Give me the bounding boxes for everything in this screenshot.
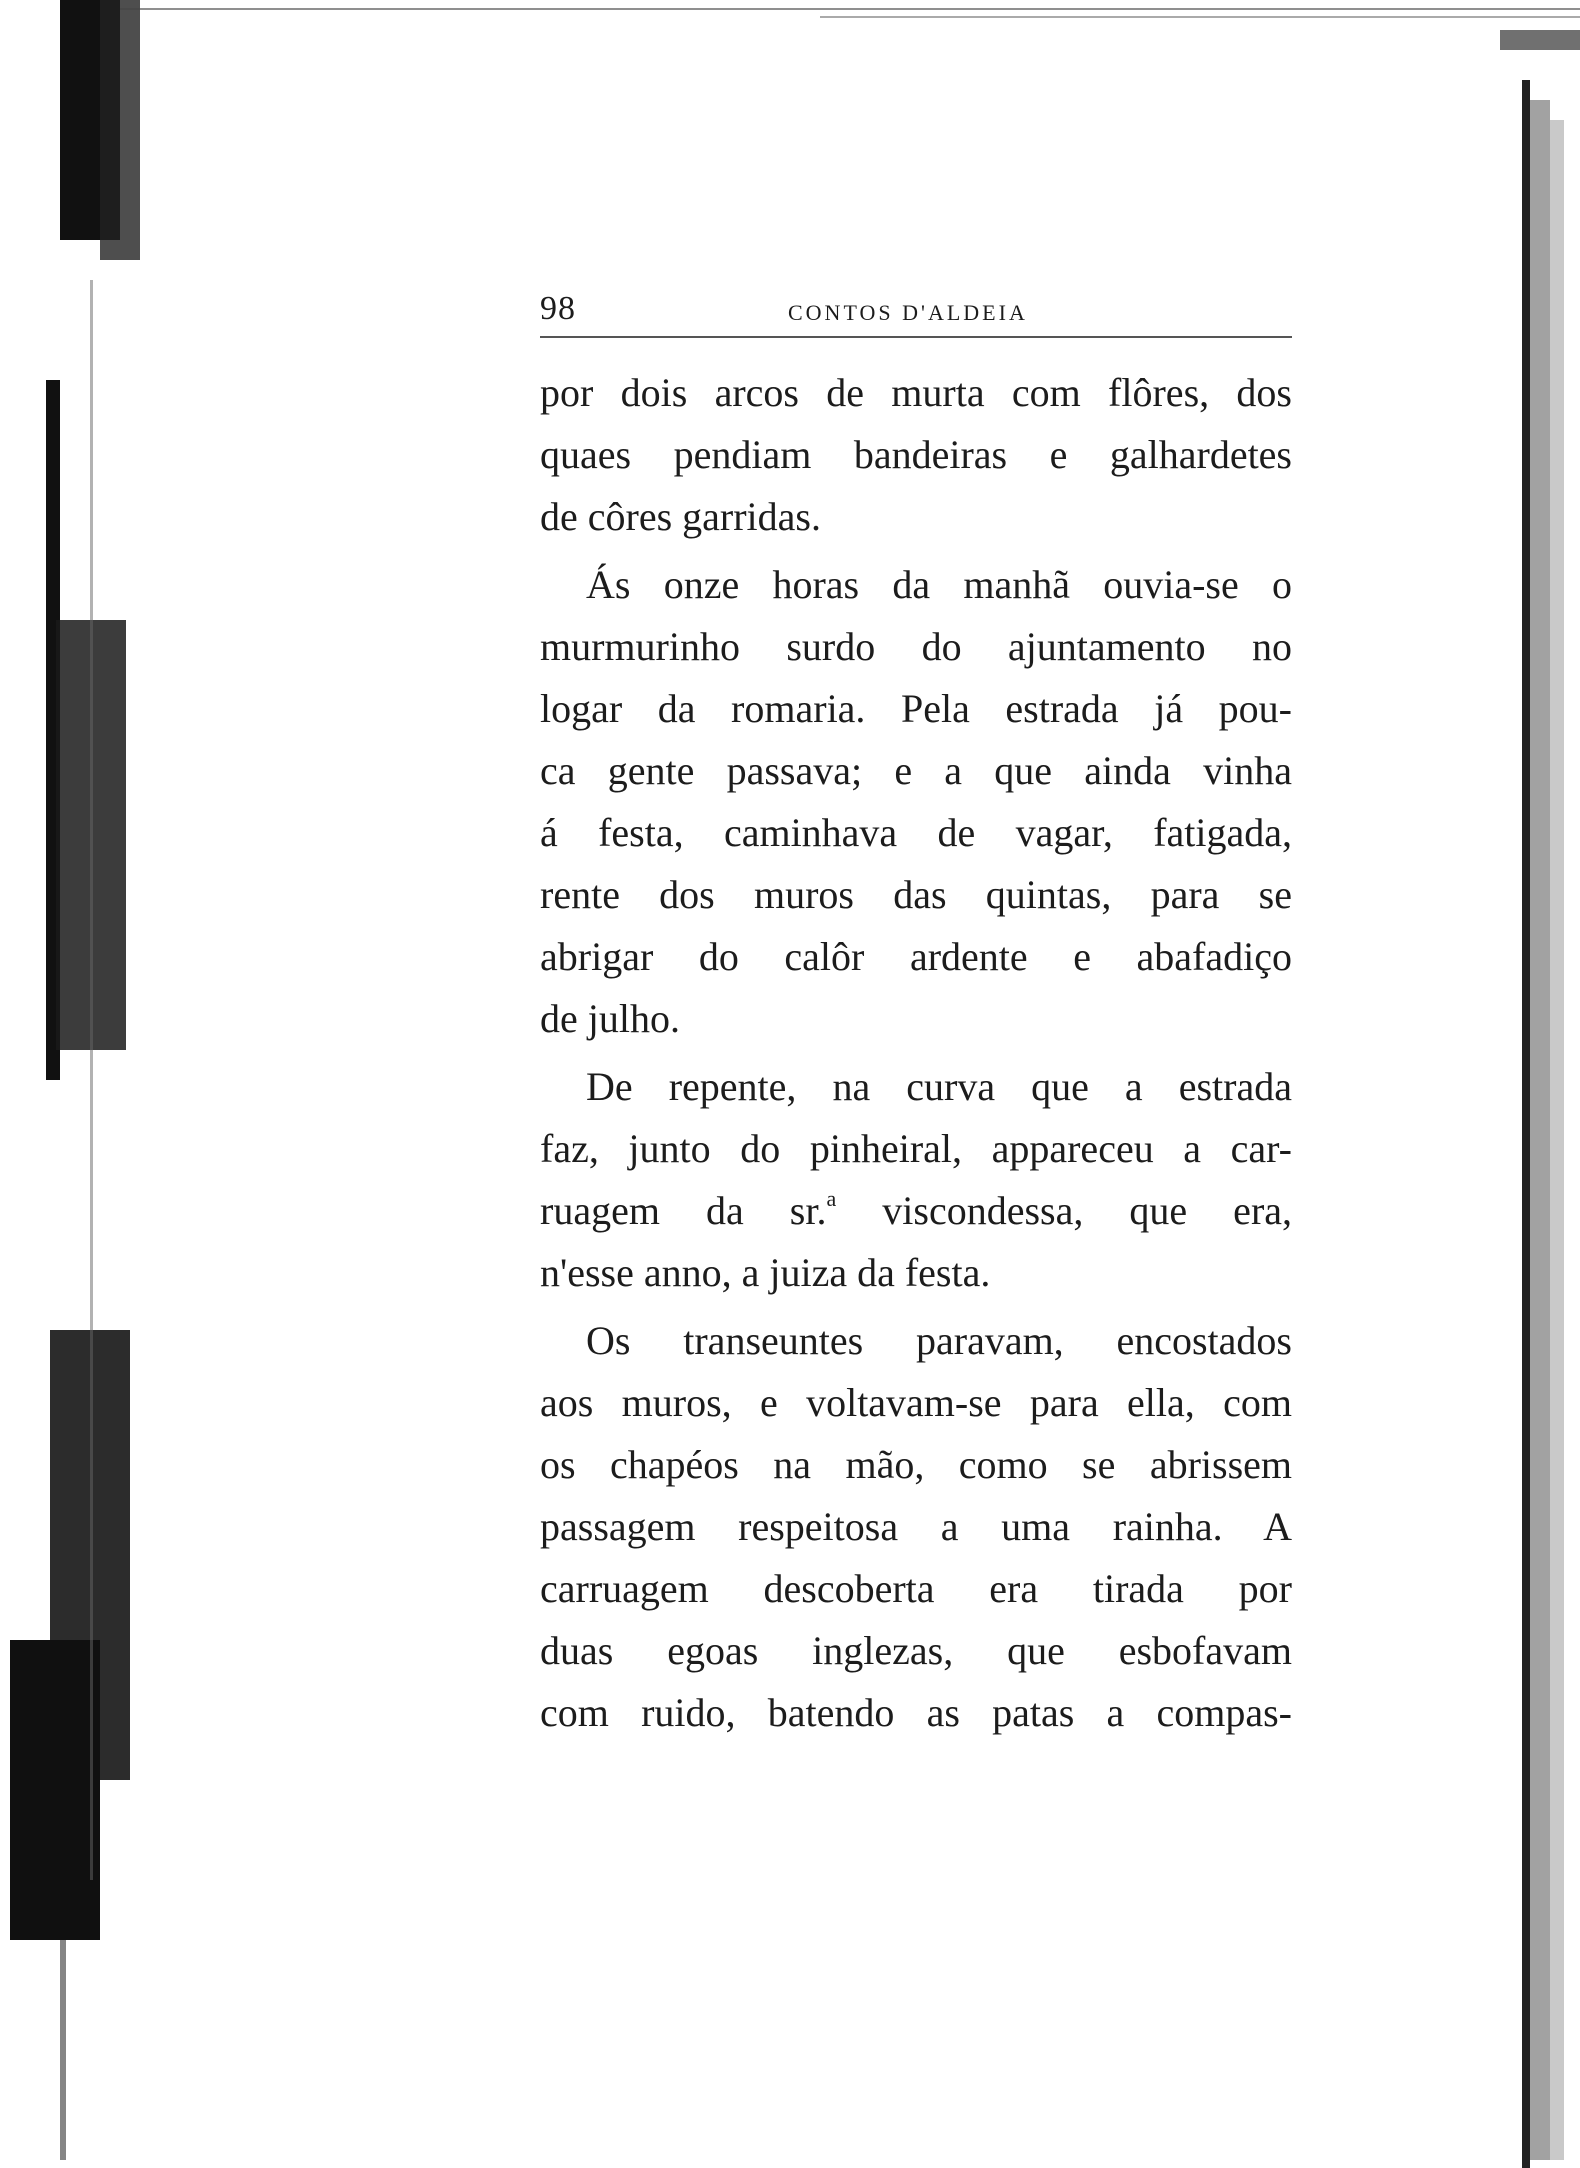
text-line: rente dos muros das quintas, para se [540, 872, 1292, 917]
text-segment: viscondessa, que era, [836, 1188, 1293, 1233]
text-line: quaes pendiam bandeiras e galhardetes [540, 432, 1292, 477]
text-line: de julho. [540, 996, 680, 1041]
scan-page-edge [1500, 0, 1580, 2168]
text-line: aos muros, e voltavam-se para ella, com [540, 1380, 1292, 1425]
text-line: ca gente passava; e a que ainda vinha [540, 748, 1292, 793]
paragraph [540, 362, 1292, 548]
text-line [540, 1180, 1292, 1242]
paragraph [540, 1310, 1292, 1744]
superscript: a [826, 1186, 837, 1211]
scan-top-edge [120, 8, 1580, 48]
text-line: duas egoas inglezas, que esbofavam [540, 1628, 1292, 1673]
text-line: á festa, caminhava de vagar, fatigada, [540, 810, 1292, 855]
text-line: passagem respeitosa a uma rainha. A [540, 1504, 1292, 1549]
page-number: 98 [540, 290, 576, 327]
paragraph [540, 554, 1292, 1050]
paragraph [540, 1056, 1292, 1304]
book-page [540, 286, 1292, 1744]
text-line: Ás onze horas da manhã ouvia-se o [586, 562, 1292, 607]
scan-binding-shadow [0, 0, 160, 2168]
text-line: logar da romaria. Pela estrada já pou- [540, 686, 1292, 731]
text-line: murmurinho surdo do ajuntamento no [540, 624, 1292, 669]
text-line: com ruido, batendo as patas a compas- [540, 1690, 1292, 1735]
text-line: os chapéos na mão, como se abrissem [540, 1442, 1292, 1487]
text-line: De repente, na curva que a estrada [586, 1064, 1292, 1109]
text-segment: ruagem da sr. [540, 1188, 827, 1233]
text-line: abrigar do calôr ardente e abafadiço [540, 934, 1292, 979]
running-title: CONTOS D'ALDEIA [788, 300, 1028, 325]
text-line: Os transeuntes paravam, encostados [586, 1318, 1292, 1363]
body-text [540, 362, 1292, 1744]
text-line: faz, junto do pinheiral, appareceu a car- [540, 1126, 1292, 1171]
text-line: n'esse anno, a juiza da festa. [540, 1250, 991, 1295]
text-line: de côres garridas. [540, 494, 821, 539]
running-header [540, 286, 1292, 338]
text-line: por dois arcos de murta com flôres, dos [540, 370, 1292, 415]
text-line: carruagem descoberta era tirada por [540, 1566, 1292, 1611]
